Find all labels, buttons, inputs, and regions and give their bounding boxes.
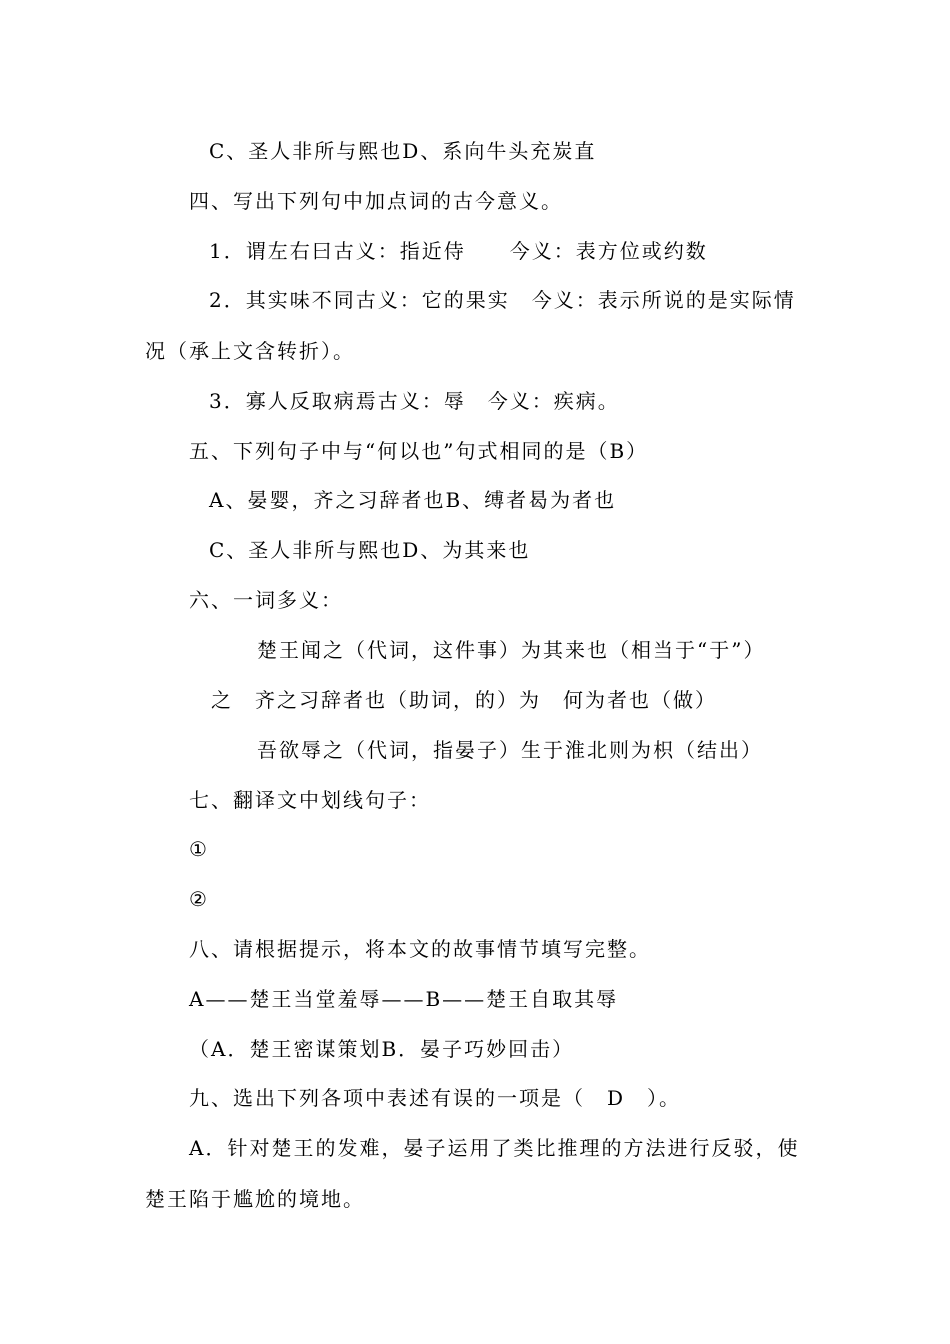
section-4-heading: 四、写出下列句中加点词的古今意义。: [189, 189, 563, 213]
polysemy-row-3: 吾欲辱之（代词，指晏子）生于淮北则为枳（结出）: [257, 738, 763, 762]
section-8-heading: 八、请根据提示，将本文的故事情节填写完整。: [189, 937, 651, 961]
translation-blank-2: ②: [189, 887, 209, 911]
item-4-3: 3．寡人反取病焉古义：辱 今义：疾病。: [209, 389, 620, 413]
section-5-heading: 五、下列句子中与“何以也”句式相同的是（B）: [189, 439, 649, 463]
text-line-1: C、圣人非所与熙也D、系向牛头充炭直: [209, 139, 597, 163]
polysemy-row-1: 楚王闻之（代词，这件事）为其来也（相当于“于”）: [257, 638, 766, 662]
section-7-heading: 七、翻译文中划线句子：: [189, 788, 431, 812]
section-9-heading: 九、选出下列各项中表述有误的一项是（ D ）。: [189, 1086, 682, 1110]
item-4-2-continued: 况（承上文含转折）。: [145, 339, 355, 363]
option-ab: A、晏婴，齐之习辞者也B、缚者曷为者也: [209, 488, 617, 512]
translation-blank-1: ①: [189, 837, 209, 861]
item-4-2: 2．其实味不同古义：它的果实 今义：表示所说的是实际情: [209, 288, 796, 312]
plot-hint: （A．楚王密谋策划B．晏子巧妙回击）: [189, 1037, 575, 1061]
option-cd: C、圣人非所与熙也D、为其来也: [209, 538, 531, 562]
section-6-heading: 六、一词多义：: [189, 588, 343, 612]
option-a-text-continued: 楚王陷于尴尬的境地。: [145, 1187, 365, 1211]
option-a-text: A．针对楚王的发难，晏子运用了类比推理的方法进行反驳，使: [189, 1136, 800, 1160]
item-4-1: 1．谓左右曰古义：指近侍 今义：表方位或约数: [209, 239, 708, 263]
polysemy-row-2: 之 齐之习辞者也（助词，的）为 何为者也（做）: [211, 688, 717, 712]
plot-sequence: A——楚王当堂羞辱——B——楚王自取其辱: [189, 987, 619, 1011]
